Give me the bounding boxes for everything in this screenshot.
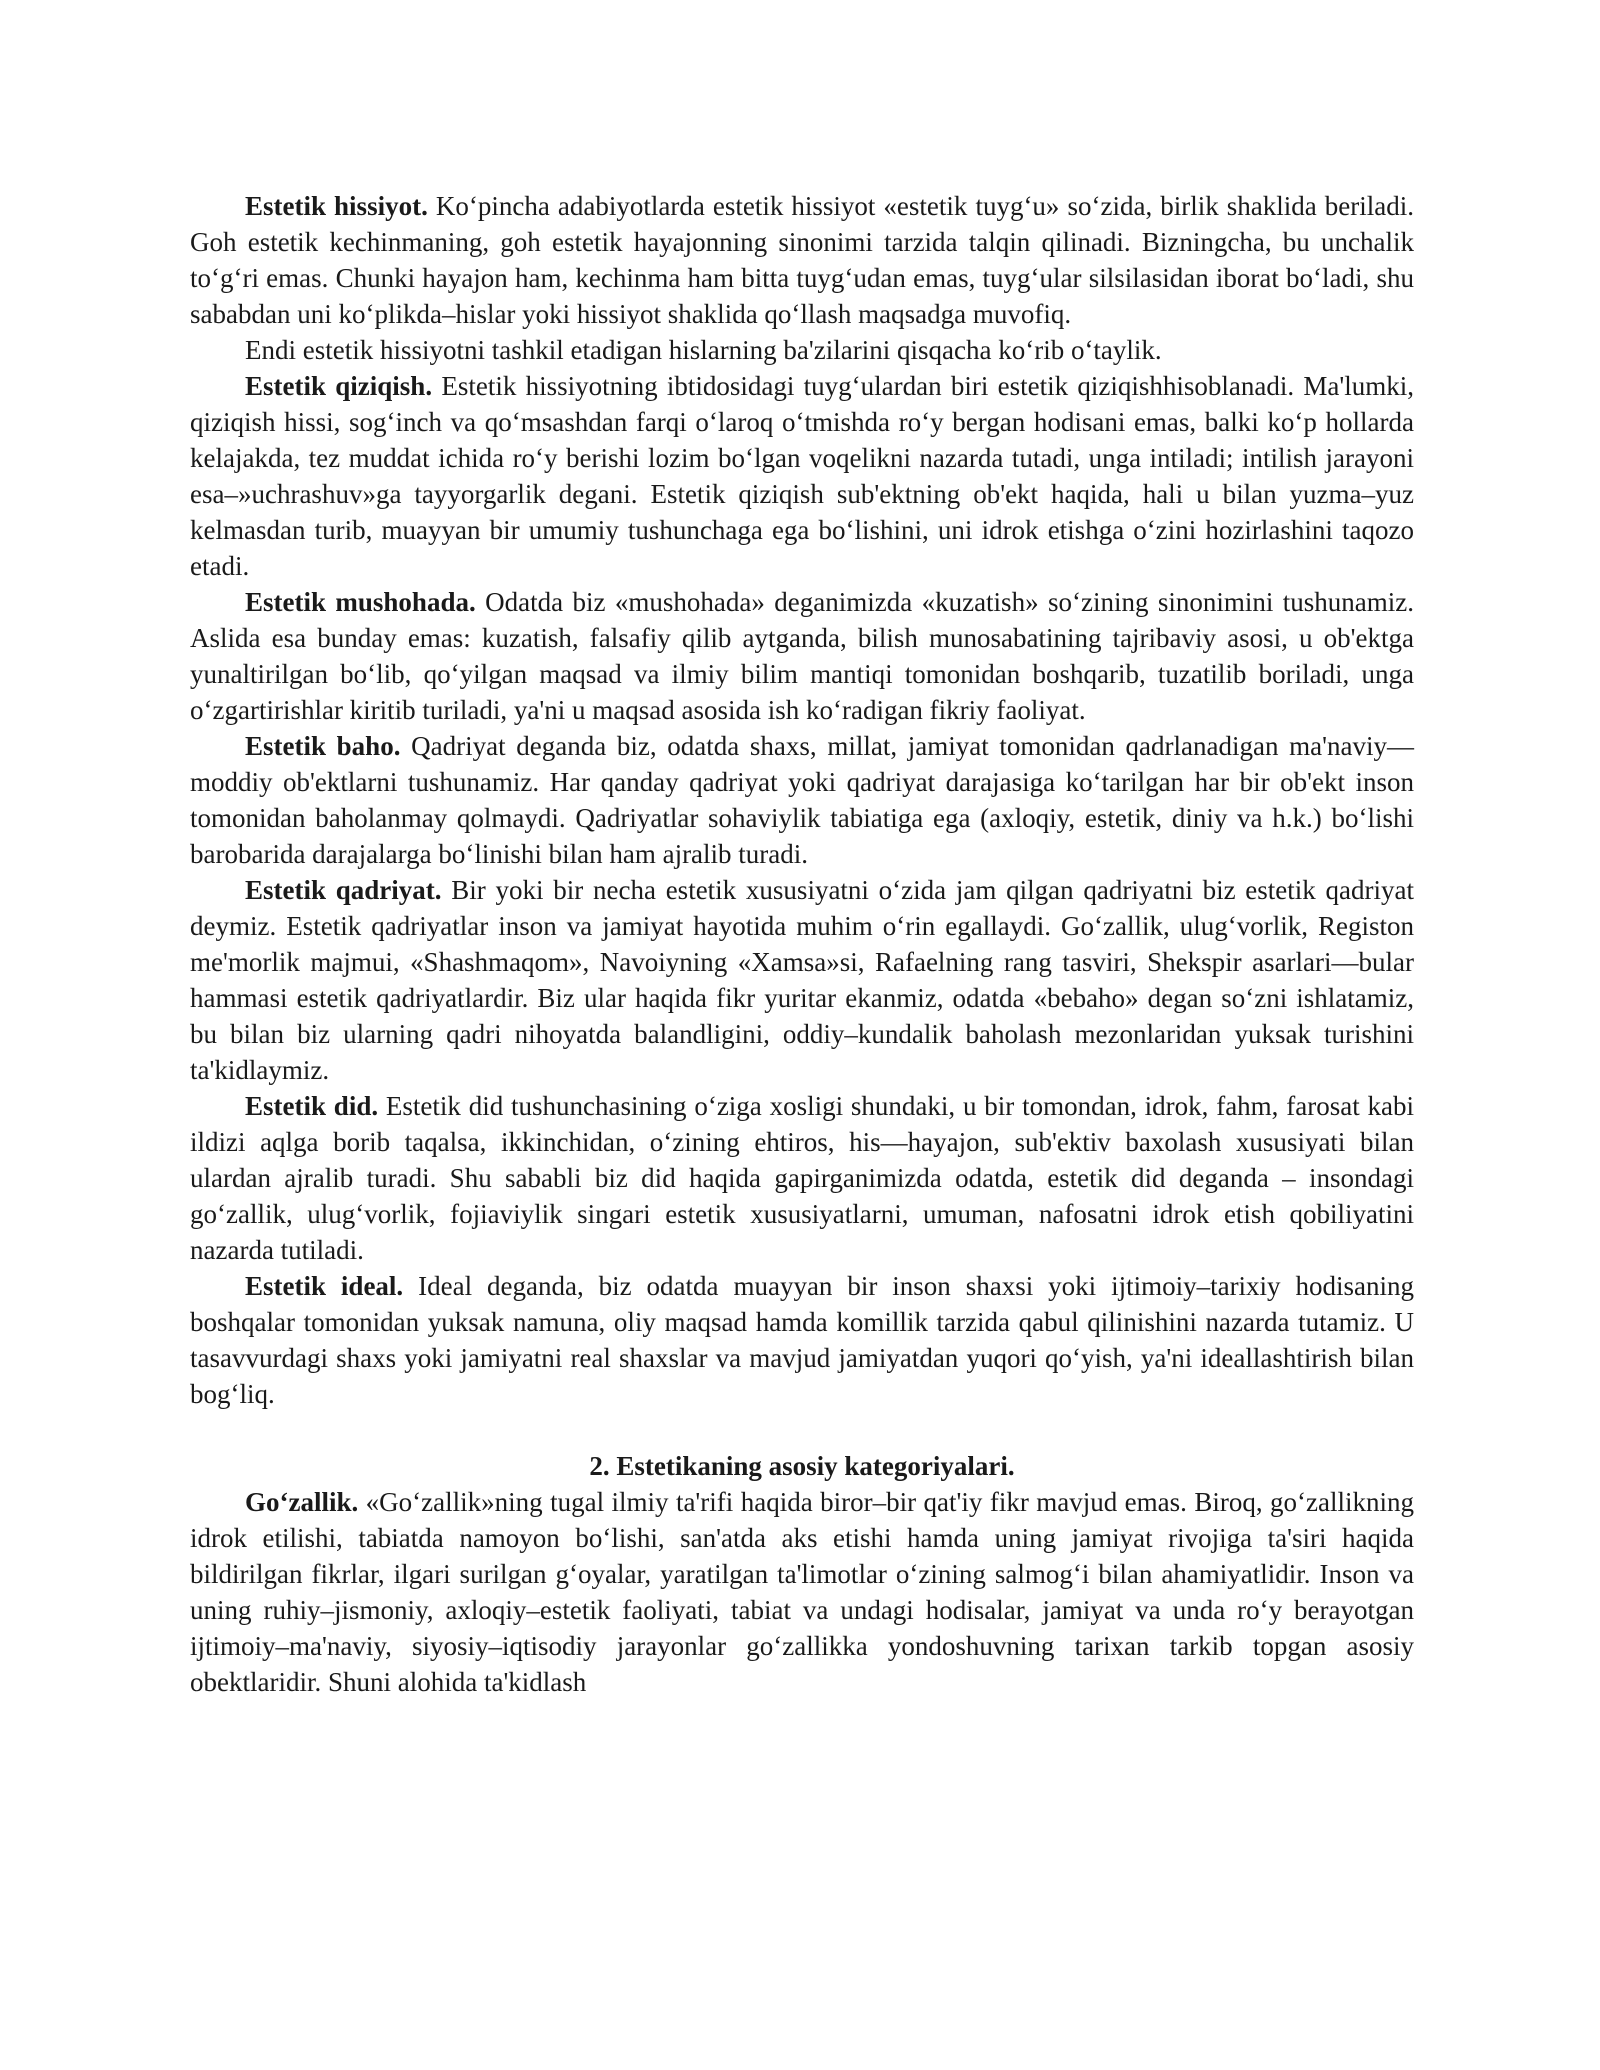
paragraph-estetik-qadriyat: [190, 872, 1414, 1088]
paragraph-text: Endi estetik hissiyotni tashkil etadigan hislarning ba'zilarini qisqacha ko‘rib o‘taylik.: [245, 335, 1162, 365]
term-heading: Estetik hissiyot.: [245, 191, 428, 221]
paragraph-estetik-hissiyot: [190, 188, 1414, 332]
paragraph-text: Ideal deganda, biz odatda muayyan bir inson shaxsi yoki ijtimoiy–tarixiy hodisaning boshqalar tomonidan yuksak namuna, oliy maqsad hamda komillik tarzida qabul qilinishini nazarda tutamiz. U tasavvurdagi shaxs yoki jamiyatni real shaxslar va mavjud jamiyatdan yuqori qo‘yish, ya'ni ideallashtirish bilan bog‘liq.: [190, 1271, 1414, 1409]
paragraph-text: Qadriyat deganda biz, odatda shaxs, millat, jamiyat tomonidan qadrlanadigan ma'naviy—moddiy ob'ektlarni tushunamiz. Har qanday qadriyat yoki qadriyat darajasiga ko‘tarilgan har bir ob'ekt inson tomonidan baholanmay qolmaydi. Qadriyatlar sohaviylik tabiatiga ega (axloqiy, estetik, diniy va h.k.) bo‘lishi barobarida darajalarga bo‘linishi bilan ham ajralib turadi.: [190, 731, 1414, 869]
term-heading: Estetik qadriyat.: [245, 875, 442, 905]
term-heading: Estetik qiziqish.: [245, 371, 433, 401]
paragraph-estetik-baho: [190, 728, 1414, 872]
term-heading: Go‘zallik.: [245, 1487, 359, 1517]
term-heading: Estetik did.: [245, 1091, 379, 1121]
paragraph-text: «Go‘zallik»ning tugal ilmiy ta'rifi haqida biror–bir qat'iy fikr mavjud emas. Biroq, go‘zallikning idrok etilishi, tabiatda namoyon bo‘lishi, san'atda aks etishi hamda uning jamiyat rivojiga ta'siri haqida bildirilgan fikrlar, ilgari surilgan g‘oyalar, yaratilgan ta'limotlar o‘zining salmog‘i bilan ahamiyatlidir. Inson va uning ruhiy–jismoniy, axloqiy–estetik faoliyati, tabiat va undagi hodisalar, jamiyat va unda ro‘y berayotgan ijtimoiy–ma'naviy, siyosiy–iqtisodiy jarayonlar go‘zallikka yondoshuvning tarixan tarkib topgan asosiy obektlaridir. Shuni alohida ta'kidlash: [190, 1487, 1414, 1697]
paragraph-text: Estetik hissiyotning ibtidosidagi tuyg‘ulardan biri estetik qiziqishhisoblanadi. Ma'lumki, qiziqish hissi, sog‘inch va qo‘msashdan farqi o‘laroq o‘tmishda ro‘y bergan hodisani emas, balki ko‘p hollarda kelajakda, tez muddat ichida ro‘y berishi lozim bo‘lgan voqelikni nazarda tutadi, unga intiladi; intilish jarayoni esa–»uchrashuv»ga tayyorgarlik degani. Estetik qiziqish sub'ektning ob'ekt haqida, hali u bilan yuzma–yuz kelmasdan turib, muayyan bir umumiy tushunchaga ega bo‘lishini, uni idrok etishga o‘zini hozirlashini taqozo etadi.: [190, 371, 1415, 581]
paragraph-gozallik: [190, 1484, 1414, 1700]
document-page: [190, 188, 1414, 1700]
term-heading: Estetik baho.: [245, 731, 401, 761]
paragraph-estetik-did: [190, 1088, 1414, 1268]
paragraph-text: Bir yoki bir necha estetik xususiyatni o‘zida jam qilgan qadriyatni biz estetik qadriyat deymiz. Estetik qadriyatlar inson va jamiyat hayotida muhim o‘rin egallaydi. Go‘zallik, ulug‘vorlik, Registon me'morlik majmui, «Shashmaqom», Navoiyning «Xamsa»si, Rafaelning rang tasviri, Shekspir asarlari—bular hammasi estetik qadriyatlardir. Biz ular haqida fikr yuritar ekanmiz, odatda «bebaho» degan so‘zni ishlatamiz, bu bilan biz ularning qadri nihoyatda balandligini, oddiy–kundalik baholash mezonlaridan yuksak turishini ta'kidlaymiz.: [190, 875, 1414, 1085]
paragraph-estetik-qiziqish: [190, 368, 1414, 584]
term-heading: Estetik mushohada.: [245, 587, 476, 617]
paragraph-text: Ko‘pincha adabiyotlarda estetik hissiyot «estetik tuyg‘u» so‘zida, birlik shaklida beriladi. Goh estetik kechinmaning, goh estetik hayajonning sinonimi tarzida talqin qilinadi. Bizningcha, bu unchalik to‘g‘ri emas. Chunki hayajon ham, kechinma ham bitta tuyg‘udan emas, tuyg‘ular silsilasidan iborat bo‘ladi, shu sababdan uni ko‘plikda–hislar yoki hissiyot shaklida qo‘llash maqsadga muvofiq.: [190, 191, 1415, 329]
term-heading: Estetik ideal.: [245, 1271, 404, 1301]
paragraph-intro: [190, 332, 1414, 368]
paragraph-text: Odatda biz «mushohada» deganimizda «kuzatish» so‘zining sinonimini tushunamiz. Aslida esa bunday emas: kuzatish, falsafiy qilib aytganda, bilish munosabatining tajribaviy asosi, u ob'ektga yunaltirilgan bo‘lib, qo‘yilgan maqsad va ilmiy bilim mantiqi tomonidan boshqarib, tuzatilib boriladi, unga o‘zgartirishlar kiritib turiladi, ya'ni u maqsad asosida ish ko‘radigan fikriy faoliyat.: [190, 587, 1414, 725]
paragraph-estetik-ideal: [190, 1268, 1414, 1412]
paragraph-estetik-mushohada: [190, 584, 1414, 728]
section-heading: 2. Estetikaning asosiy kategoriyalari.: [589, 1451, 1015, 1481]
paragraph-text: Estetik did tushunchasining o‘ziga xosligi shundaki, u bir tomondan, idrok, fahm, farosat kabi ildizi aqlga borib taqalsa, ikkinchidan, o‘zining ehtiros, his—hayajon, sub'ektiv baxolash xususiyati bilan ulardan ajralib turadi. Shu sababli biz did haqida gapirganimizda odatda, estetik did deganda – insondagi go‘zallik, ulug‘vorlik, fojiaviylik singari estetik xususiyatlarni, umuman, nafosatni idrok etish qobiliyatini nazarda tutiladi.: [190, 1091, 1414, 1265]
